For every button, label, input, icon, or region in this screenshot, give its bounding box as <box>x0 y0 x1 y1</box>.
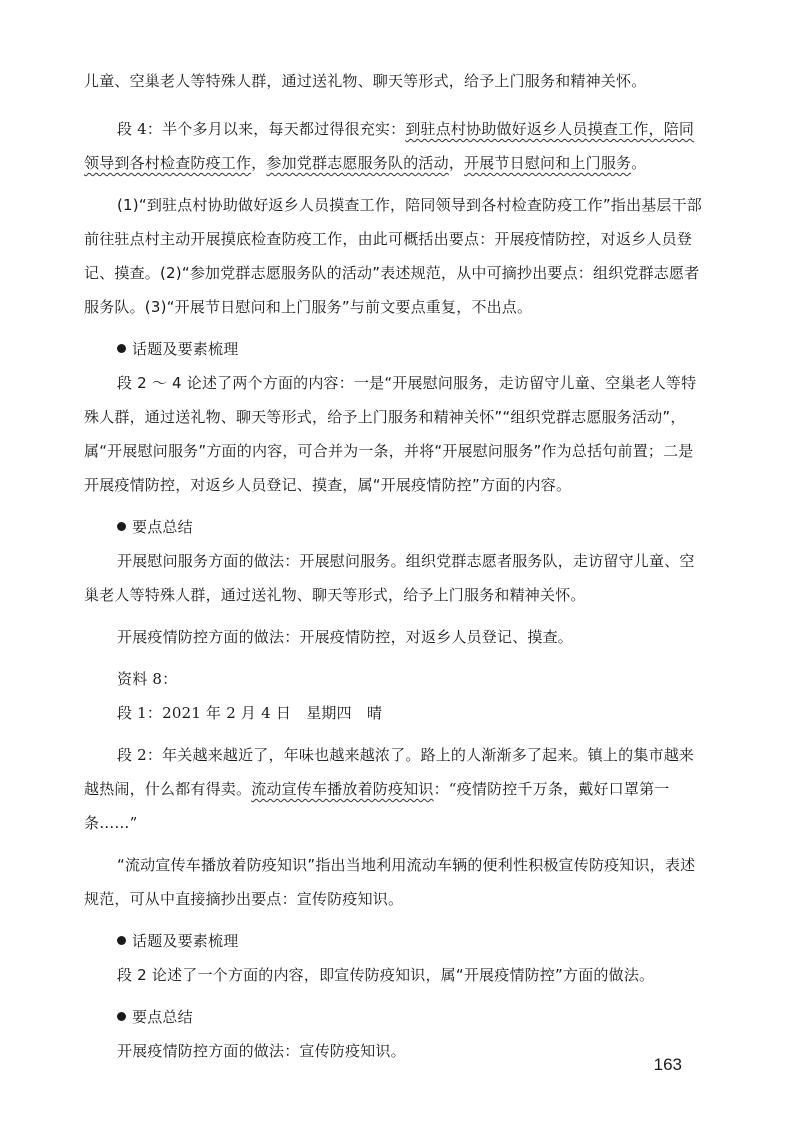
analysis-paragraph-4: (1)“到驻点村协助做好返乡人员摸查工作，陪同领导到各村检查防疫工作”指出基层干部前往驻点村主动开展摸底检查防疫工作，由此可概括出要点：开展疫情防控，对返乡人员登记、摸查。(2)“参加党群志愿服务队的活动”表述规范，从中可摘抄出要点：组织党群志愿者服务队。(3)“开展节日慰问和上门服务”与前文要点重复，不出点。 <box>84 196 702 316</box>
topic-paragraph: 段 2 ～ 4 论述了两个方面的内容：一是“开展慰问服务，走访留守儿童、空巢老人等特殊人群，通过送礼物、聊天等形式，给予上门服务和精神关怀”“组织党群志愿服务活动”，属“开展慰问服务”方面的内容，可合并为一条，并将“开展慰问服务”作为总括句前置；二是开展疫情防控，对返乡人员登记、摸查，属“开展疫情防控”方面的内容。 <box>84 374 697 494</box>
material-paragraph-1: 段 1：2021 年 2 月 4 日 星期四 晴 <box>117 704 383 722</box>
material-paragraph-4 <box>84 112 708 180</box>
material-heading: 资料 8： <box>117 670 178 688</box>
underlined-phrase-2: 陪同领导到各村检查防疫工作 <box>84 120 695 172</box>
underlined-phrase-4: 开展节日慰问和上门服务 <box>464 154 632 172</box>
underlined-phrase: 流动宣传车播放着防疫知识 <box>251 780 434 798</box>
summary-paragraph: 开展疫情防控方面的做法：开展疫情防控，对返乡人员登记、摸查。 <box>117 628 574 646</box>
section-heading-summary <box>84 510 708 544</box>
summary-paragraph: 开展疫情防控方面的做法：宣传防疫知识。 <box>117 1042 406 1060</box>
bullet-icon <box>117 522 126 531</box>
paragraph-prefix: 段 4：半个多月以来，每天都过得很充实： <box>117 120 406 138</box>
heading-text: 要点总结 <box>132 1008 193 1026</box>
underlined-phrase-1: 到驻点村协助做好返乡人员摸查工作， <box>405 120 664 138</box>
material-paragraph-2 <box>84 738 708 840</box>
analysis-paragraph-8: “流动宣传车播放着防疫知识”指出当地利用流动车辆的便利性积极宣传防疫知识，表述规范，可从中直接摘抄出要点：宣传防疫知识。 <box>84 856 696 908</box>
paragraph-suffix: ：“疫情防控千万条，戴好口罩第一条……” <box>84 780 670 832</box>
summary-paragraph: 开展慰问服务方面的做法：开展慰问服务。组织党群志愿者服务队，走访留守儿童、空巢老人等特殊人群，通过送礼物、聊天等形式，给予上门服务和精神关怀。 <box>84 552 695 604</box>
separator: ， <box>251 154 267 172</box>
paragraph-prefix: 段 2：年关越来越近了，年味也越来越浓了。路上的人渐渐多了起来。镇上的集市越来越热闹，什么都有得卖。 <box>84 746 695 798</box>
heading-text: 话题及要素梳理 <box>132 932 239 950</box>
document-page <box>84 64 708 1068</box>
separator: ， <box>448 154 465 172</box>
page-number: 163 <box>653 1055 682 1074</box>
topic-paragraph: 段 2 论述了一个方面的内容，即宣传防疫知识，属“开展疫情防控”方面的做法。 <box>117 966 655 984</box>
bullet-icon <box>117 936 126 945</box>
heading-text: 话题及要素梳理 <box>132 340 239 358</box>
bullet-icon <box>117 344 126 353</box>
heading-text: 要点总结 <box>132 518 193 536</box>
section-heading-topic <box>84 332 708 366</box>
section-heading-topic <box>84 924 708 958</box>
period: 。 <box>631 154 647 172</box>
section-heading-summary <box>84 1000 708 1034</box>
continuation-line: 儿童、空巢老人等特殊人群，通过送礼物、聊天等形式，给予上门服务和精神关怀。 <box>84 72 647 90</box>
bullet-icon <box>117 1012 126 1021</box>
underlined-phrase-3: 参加党群志愿服务队的活动 <box>266 154 449 172</box>
